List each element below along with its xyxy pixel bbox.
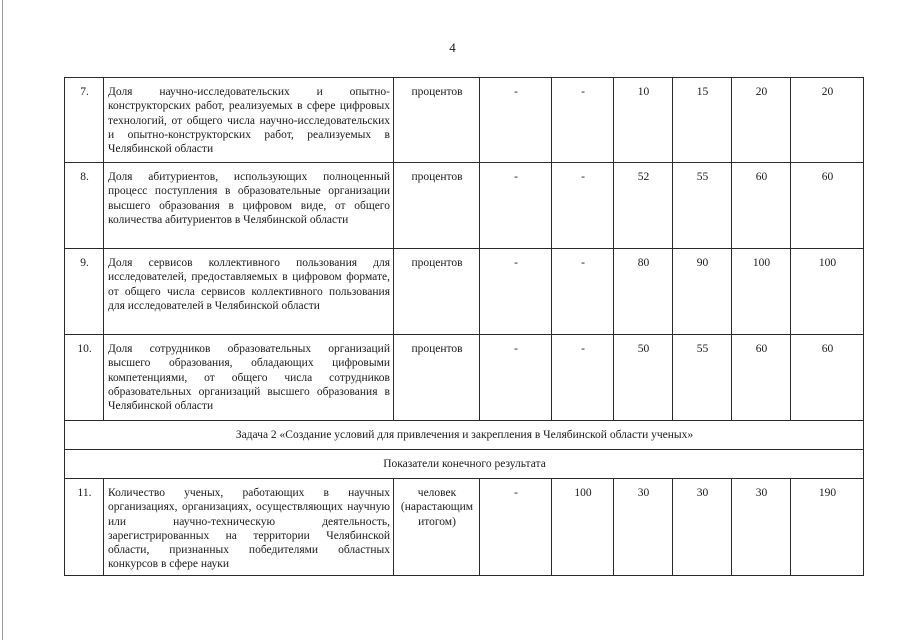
value-cell: - (552, 249, 614, 335)
value-cell: 30 (673, 479, 732, 576)
unit-cell: процентов (394, 78, 480, 163)
indicator-name: Доля научно-исследовательских и опытно-конструкторских работ, реализуемых в сфере цифровых технологий, от общего числа научно-исследовательских и опытно-конструкторских работ, реализуемых в Челябинской области (104, 78, 394, 163)
value-cell: 80 (614, 249, 673, 335)
value-cell: - (480, 78, 552, 163)
value-cell: 190 (791, 479, 864, 576)
value-cell: 55 (673, 335, 732, 421)
indicator-name: Количество ученых, работающих в научных организациях, организациях, осуществляющих научную или научно-техническую деятельность, зарегистрированных на территории Челябинской области, признанных победителями областных конкурсов в сфере науки (104, 479, 394, 576)
table-row (65, 335, 864, 421)
unit-cell: процентов (394, 335, 480, 421)
unit-cell: процентов (394, 249, 480, 335)
table-row (65, 479, 864, 576)
value-cell: 10 (614, 78, 673, 163)
value-cell: 30 (614, 479, 673, 576)
table-row (65, 450, 864, 479)
value-cell: - (480, 335, 552, 421)
value-cell: 50 (614, 335, 673, 421)
value-cell: 60 (791, 163, 864, 249)
value-cell: 100 (732, 249, 791, 335)
indicators-table (64, 77, 864, 576)
value-cell: 100 (552, 479, 614, 576)
value-cell: - (552, 163, 614, 249)
value-cell: - (552, 78, 614, 163)
value-cell: - (480, 249, 552, 335)
value-cell: 55 (673, 163, 732, 249)
unit-cell: человек (нарастающим итогом) (394, 479, 480, 576)
value-cell: - (480, 163, 552, 249)
indicator-name: Доля сервисов коллективного пользования для исследователей, предоставляемых в цифровом формате, от общего числа сервисов коллективного пользования для исследователей в Челябинской области (104, 249, 394, 335)
row-number: 8. (65, 163, 104, 249)
indicator-name: Доля абитуриентов, использующих полноценный процесс поступления в образовательные организации высшего образования в цифровом виде, от общего количества абитуриентов в Челябинской области (104, 163, 394, 249)
value-cell: 60 (732, 335, 791, 421)
table-row (65, 249, 864, 335)
table-row (65, 421, 864, 450)
unit-cell: процентов (394, 163, 480, 249)
indicator-name: Доля сотрудников образовательных организаций высшего образования, обладающих цифровыми компетенциями, от общего числа сотрудников образовательных организаций высшего образования в Челябинской области (104, 335, 394, 421)
row-number: 10. (65, 335, 104, 421)
value-cell: 15 (673, 78, 732, 163)
value-cell: 20 (732, 78, 791, 163)
task-heading: Задача 2 «Создание условий для привлечения и закрепления в Челябинской области ученых» (65, 421, 864, 450)
results-heading: Показатели конечного результата (65, 450, 864, 479)
table-row (65, 78, 864, 163)
value-cell: 60 (732, 163, 791, 249)
row-number: 11. (65, 479, 104, 576)
page-edge-line (2, 0, 3, 640)
value-cell: 30 (732, 479, 791, 576)
value-cell: - (480, 479, 552, 576)
value-cell: 90 (673, 249, 732, 335)
value-cell: 20 (791, 78, 864, 163)
value-cell: 60 (791, 335, 864, 421)
table-row (65, 163, 864, 249)
value-cell: - (552, 335, 614, 421)
value-cell: 52 (614, 163, 673, 249)
page-number: 4 (449, 40, 456, 55)
value-cell: 100 (791, 249, 864, 335)
row-number: 7. (65, 78, 104, 163)
row-number: 9. (65, 249, 104, 335)
